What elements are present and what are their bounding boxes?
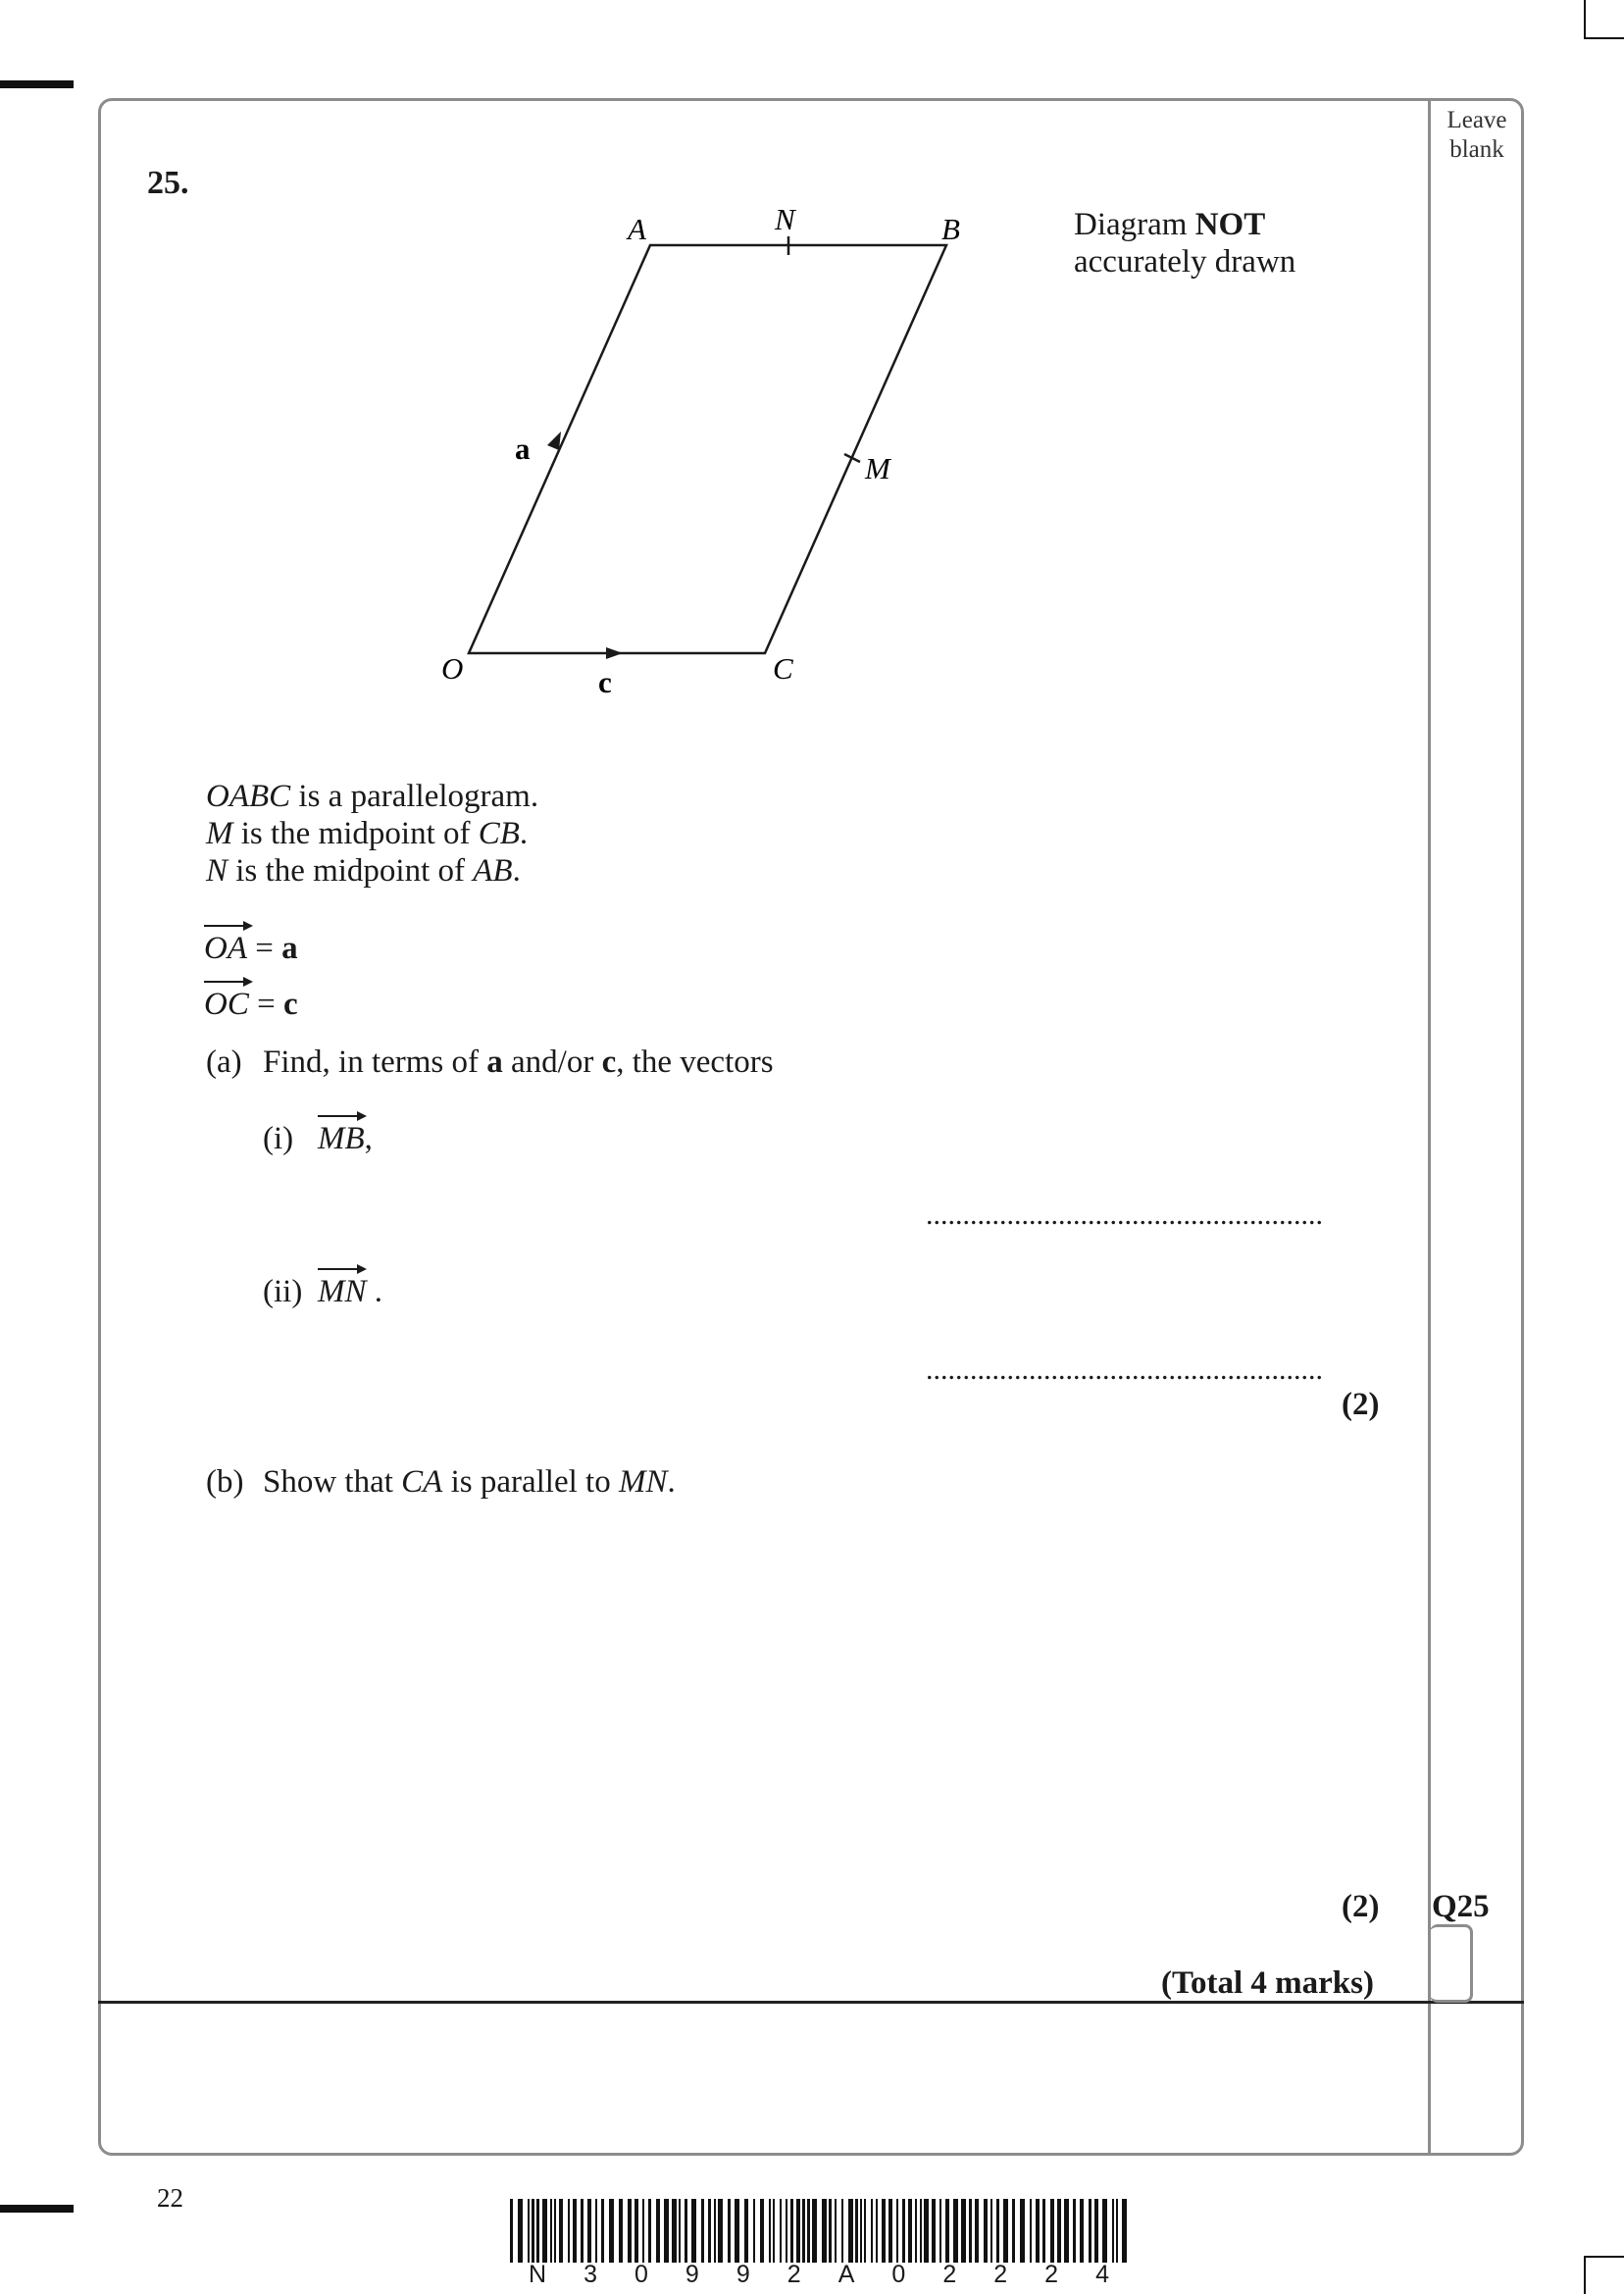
barcode-bar	[864, 2199, 866, 2263]
vector-arrow-icon	[318, 1263, 367, 1275]
barcode-bar	[786, 2199, 787, 2263]
vector-def-oc: OC = c	[204, 986, 298, 1023]
barcode-bar	[961, 2199, 966, 2263]
barcode-bar	[841, 2199, 843, 2263]
barcode-bar	[595, 2199, 597, 2263]
label-N: N	[775, 202, 795, 236]
barcode-bar	[902, 2199, 905, 2263]
barcode-char: A	[837, 2261, 855, 2288]
barcode-bar	[807, 2199, 810, 2263]
part-a-i-label: (i)	[263, 1121, 294, 1156]
barcode-bar	[528, 2199, 530, 2263]
barcode-bar	[969, 2199, 972, 2263]
barcode-bar	[996, 2199, 999, 2263]
barcode-bar	[656, 2199, 660, 2263]
barcode-bar	[609, 2199, 614, 2263]
barcode-bar	[924, 2199, 929, 2263]
leave-blank-column-rule	[1428, 98, 1431, 2156]
barcode-bar	[1030, 2199, 1032, 2263]
crop-mark-bottom-right	[1584, 2256, 1586, 2294]
part-b-label: (b)	[206, 1464, 244, 1500]
barcode-bar	[628, 2199, 632, 2263]
barcode-bar	[672, 2199, 677, 2263]
part-a-text: Find, in terms of a and/or c, the vectors	[263, 1045, 774, 1080]
barcode-bar	[1116, 2199, 1118, 2263]
barcode-char: 0	[891, 2261, 906, 2288]
barcode-bar	[860, 2199, 862, 2263]
parallelogram-oabc	[469, 245, 946, 653]
label-O: O	[441, 651, 464, 686]
part-a-marks: (2)	[1342, 1387, 1380, 1422]
vector-mb: MB	[318, 1120, 365, 1157]
barcode-bar	[554, 2199, 556, 2263]
barcode-bar	[1036, 2199, 1040, 2263]
barcode-bar	[691, 2199, 696, 2263]
barcode-bar	[648, 2199, 651, 2263]
barcode-bar	[708, 2199, 711, 2263]
barcode-bar	[1020, 2199, 1025, 2263]
barcode-bar	[735, 2199, 739, 2263]
barcode-bar	[581, 2199, 584, 2263]
barcode-bar	[932, 2199, 936, 2263]
barcode-bar	[790, 2199, 793, 2263]
barcode-char: 2	[787, 2261, 801, 2288]
barcode-bar	[802, 2199, 805, 2263]
barcode-bar	[568, 2199, 570, 2263]
barcode-bar	[510, 2199, 513, 2263]
label-a: a	[515, 432, 531, 466]
label-B: B	[941, 212, 960, 246]
barcode-bar	[953, 2199, 958, 2263]
barcode-bar	[1122, 2199, 1127, 2263]
barcode-image	[510, 2199, 1128, 2263]
barcode-char: N	[529, 2261, 547, 2288]
barcode-bar	[835, 2199, 837, 2263]
barcode-bar	[920, 2199, 922, 2263]
statement-midpoint-m: M is the midpoint of CB.	[206, 816, 529, 851]
arrow-c-marker	[606, 647, 623, 659]
parallelogram-diagram	[412, 196, 1000, 706]
barcode-bar	[1012, 2199, 1015, 2263]
barcode-bar	[769, 2199, 771, 2263]
crop-mark-bottom-left	[0, 2205, 74, 2213]
page-number: 22	[157, 2183, 183, 2213]
statement-parallelogram: OABC is a parallelogram.	[206, 779, 539, 814]
label-M: M	[865, 451, 890, 485]
crop-mark-top-right-h	[1584, 37, 1624, 39]
barcode-bar	[871, 2199, 873, 2263]
vector-mn: MN	[318, 1273, 367, 1310]
question-number: 25.	[147, 165, 189, 201]
barcode-char: 3	[584, 2261, 597, 2288]
barcode-bar	[642, 2199, 644, 2263]
vector-arrow-icon	[204, 976, 253, 988]
part-a-label: (a)	[206, 1045, 242, 1080]
barcode-bar	[848, 2199, 853, 2263]
label-C: C	[773, 651, 793, 686]
barcode-bar	[753, 2199, 755, 2263]
label-A: A	[628, 212, 646, 246]
barcode-bar	[601, 2199, 604, 2263]
barcode-bar	[945, 2199, 949, 2263]
barcode-bar	[518, 2199, 523, 2263]
part-b-marks: (2)	[1342, 1889, 1380, 1924]
barcode-bar	[619, 2199, 623, 2263]
barcode-bar	[1064, 2199, 1069, 2263]
barcode-bar	[822, 2199, 827, 2263]
barcode-bar	[536, 2199, 539, 2263]
barcode-char: 4	[1095, 2261, 1109, 2288]
barcode-bar	[573, 2199, 577, 2263]
arrow-a-marker	[547, 432, 561, 450]
crop-mark-top-right	[1584, 0, 1586, 39]
barcode-bar	[780, 2199, 782, 2263]
barcode-bar	[908, 2199, 912, 2263]
vector-def-oa: OA = a	[204, 930, 298, 967]
barcode-bar	[1094, 2199, 1098, 2263]
barcode-bar	[718, 2199, 723, 2263]
barcode-bar	[915, 2199, 917, 2263]
vector-arrow-icon	[318, 1110, 367, 1122]
q25-mark-box	[1430, 1924, 1473, 2003]
barcode-bar	[1003, 2199, 1008, 2263]
barcode-number	[510, 2261, 1128, 2289]
diagram-note: Diagram NOT accurately drawn	[1074, 207, 1296, 280]
barcode-bar	[939, 2199, 941, 2263]
barcode-bar	[796, 2199, 800, 2263]
barcode-bar	[664, 2199, 669, 2263]
barcode-bar	[728, 2199, 731, 2263]
barcode-bar	[532, 2199, 534, 2263]
barcode-bar	[744, 2199, 748, 2263]
total-marks: (Total 4 marks)	[1161, 1965, 1374, 2001]
barcode-bar	[882, 2199, 886, 2263]
barcode-bar	[679, 2199, 681, 2263]
crop-mark-bottom-right-h	[1584, 2256, 1624, 2258]
barcode-bar	[634, 2199, 638, 2263]
leave-blank-label: Leave blank	[1446, 107, 1507, 163]
barcode-char: 0	[634, 2261, 648, 2288]
barcode-bar	[587, 2199, 591, 2263]
barcode-bar	[1050, 2199, 1054, 2263]
barcode-bar	[1089, 2199, 1091, 2263]
part-a-ii-vector: MN .	[318, 1273, 382, 1310]
barcode-bar	[888, 2199, 892, 2263]
barcode-bar	[990, 2199, 992, 2263]
vector-oc: OC	[204, 986, 249, 1023]
barcode-bar	[714, 2199, 716, 2263]
barcode-bar	[701, 2199, 704, 2263]
barcode-bar	[876, 2199, 878, 2263]
barcode-bar	[1073, 2199, 1076, 2263]
answer-line-a-ii[interactable]: ......................................................	[926, 1353, 1323, 1386]
barcode-bar	[812, 2199, 817, 2263]
barcode-bar	[542, 2199, 547, 2263]
barcode-bar	[1102, 2199, 1107, 2263]
vector-oa: OA	[204, 930, 247, 967]
barcode-char: 9	[736, 2261, 750, 2288]
barcode-bar	[1080, 2199, 1084, 2263]
barcode-char: 9	[685, 2261, 699, 2288]
barcode-bar	[1057, 2199, 1061, 2263]
part-a-i-vector: MB,	[318, 1120, 373, 1157]
barcode-char: 2	[942, 2261, 957, 2288]
barcode-bar	[685, 2199, 687, 2263]
statement-midpoint-n: N is the midpoint of AB.	[206, 853, 521, 889]
barcode-char: 2	[1044, 2261, 1059, 2288]
barcode-bar	[773, 2199, 775, 2263]
barcode-bar	[760, 2199, 764, 2263]
question-label-q25: Q25	[1432, 1889, 1490, 1924]
part-b-text: Show that CA is parallel to MN.	[263, 1464, 676, 1500]
barcode-bar	[829, 2199, 832, 2263]
answer-line-a-i[interactable]: ......................................................	[926, 1198, 1323, 1231]
barcode-bar	[1112, 2199, 1114, 2263]
barcode-bar	[896, 2199, 898, 2263]
barcode-bar	[855, 2199, 858, 2263]
label-c: c	[598, 665, 612, 699]
vector-arrow-icon	[204, 920, 253, 932]
barcode-bar	[1042, 2199, 1045, 2263]
barcode-bar	[550, 2199, 552, 2263]
barcode-bar	[984, 2199, 988, 2263]
part-a-ii-label: (ii)	[263, 1274, 303, 1309]
crop-mark-top-left	[0, 80, 74, 88]
barcode-bar	[559, 2199, 563, 2263]
barcode-char: 2	[993, 2261, 1008, 2288]
barcode-bar	[975, 2199, 979, 2263]
part-b-answer-space[interactable]	[263, 1520, 1391, 1873]
